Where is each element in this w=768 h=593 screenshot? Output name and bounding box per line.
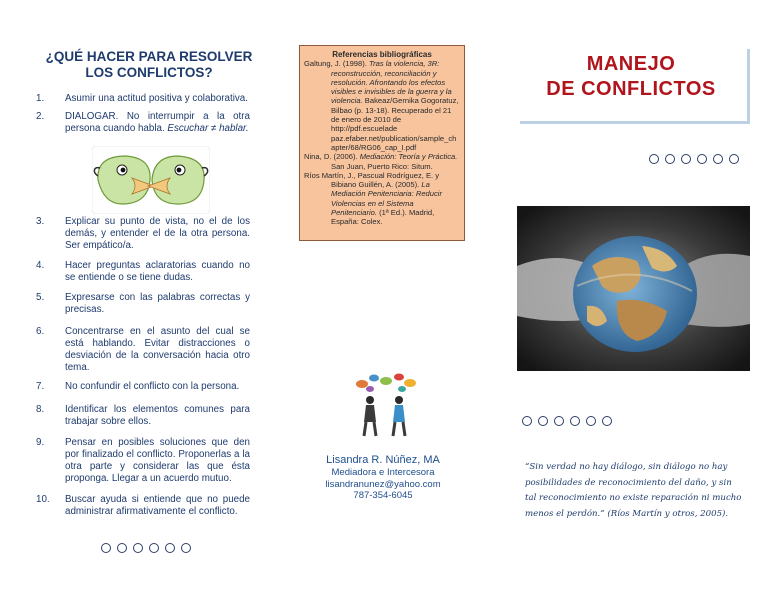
people-talking-illustration	[344, 372, 424, 438]
reference-title: Mediación: Teoría y Práctica.	[359, 152, 458, 162]
step-2	[36, 111, 250, 135]
reference-entry	[304, 59, 460, 152]
step-3	[36, 216, 250, 252]
step-1	[36, 93, 250, 105]
title-frame-border-right	[747, 49, 750, 124]
reference-title: La Mediación Penitenciaria: Reducir Violencias en el Sistema Penitenciario.	[331, 180, 443, 218]
step-number: 5.	[36, 292, 45, 303]
author-role: Mediadora e Intercesora	[331, 467, 435, 478]
author-phone: 787-354-6045	[353, 490, 413, 501]
dialogue-illustration	[92, 146, 210, 214]
reference-entry	[304, 152, 460, 171]
circle-icon	[586, 416, 596, 426]
title-line-1: MANEJO	[586, 53, 676, 75]
hands-globe-photo	[517, 206, 750, 371]
step-number: 1.	[36, 93, 45, 104]
circle-icon	[665, 154, 675, 164]
step-4	[36, 260, 250, 284]
step-number: 4.	[36, 260, 45, 271]
circle-icon	[149, 543, 159, 553]
step-text-main: DIALOGAR. No interrumpir a la otra persona cuando habla.	[65, 111, 250, 134]
step-text: Asumir una actitud positiva y colaborativa.	[65, 93, 248, 104]
circle-icon	[165, 543, 175, 553]
quote: “Sin verdad no hay diálogo, sin diálogo no hay posibilidades de reconocimiento del daño, y sin tal reconocimiento no existe reparación ni mucho menos el perdón.” (Ríos Martín y otros, 2005).	[525, 462, 742, 519]
circle-icon	[681, 154, 691, 164]
reference-title: Tras la violencia, 3R: reconstrucción, reconciliación y resolución. Afrontando los efectos visibles e invisibles de la guerra y la violencia.	[331, 59, 452, 106]
step-9	[36, 437, 250, 485]
step-text: Concentrarse en el asunto del cual se está hablando. Evitar distracciones o desviación de la conversación hacia otro tema.	[65, 326, 250, 373]
step-5	[36, 292, 250, 316]
step-text: Pensar en posibles soluciones que den por finalizado el conflicto. Proponerlas a la otra parte y considerar las que ésta proponga. Llegar a un acuerdo mutuo.	[65, 437, 250, 484]
title-frame-border-bottom	[520, 121, 750, 124]
author-name: Lisandra R. Núñez, MA	[326, 454, 440, 466]
circle-icon	[522, 416, 532, 426]
step-7	[36, 381, 250, 393]
reference-details: Bakeaz/Gernika Gogoratuz, Bilbao (p. 13-18). Recuperado el 21 de enero de 2010 de http://pdf.escuelade paz.efaber.net/publication/sample_ch apter/68/RG06_cap_I.pdf	[331, 96, 459, 152]
brochure-title	[520, 52, 742, 102]
title-line-2: DE CONFLICTOS	[546, 78, 716, 100]
circle-icon	[117, 543, 127, 553]
circle-icon	[554, 416, 564, 426]
circle-icon	[697, 154, 707, 164]
author-block	[300, 454, 466, 502]
references-heading: Referencias bibliográficas	[332, 50, 432, 59]
step-number: 6.	[36, 326, 45, 337]
step-number: 2.	[36, 111, 45, 122]
step-10	[36, 494, 250, 518]
step-text: Expresarse con las palabras correctas y precisas.	[65, 292, 250, 315]
reference-authors: Galtung, J. (1998).	[304, 59, 370, 69]
step-8	[36, 404, 250, 428]
circle-icon	[729, 154, 739, 164]
step-text	[65, 111, 250, 135]
decorative-circles	[522, 416, 612, 426]
decorative-circles	[649, 154, 739, 164]
circle-icon	[602, 416, 612, 426]
reference-details: San Juan, Puerto Rico: Situm.	[331, 161, 433, 171]
step-number: 7.	[36, 381, 45, 392]
circle-icon	[570, 416, 580, 426]
decorative-circles	[101, 543, 191, 553]
references-box	[299, 45, 465, 241]
panel-title: ¿QUÉ HACER PARA RESOLVER LOS CONFLICTOS?	[45, 49, 253, 80]
step-text: Explicar su punto de vista, no el de los demás, y entender el de la otra persona. Ser empático/a.	[65, 216, 250, 251]
circle-icon	[133, 543, 143, 553]
circle-icon	[713, 154, 723, 164]
circle-icon	[538, 416, 548, 426]
step-6	[36, 326, 250, 374]
step-text: No confundir el conflicto con la persona.	[65, 381, 240, 392]
step-text: Hacer preguntas aclaratorias cuando no se entiende o se tiene dudas.	[65, 260, 250, 283]
step-emphasis: Escuchar ≠ hablar.	[167, 123, 249, 134]
step-number: 3.	[36, 216, 45, 227]
circle-icon	[101, 543, 111, 553]
step-number: 8.	[36, 404, 45, 415]
reference-entry	[304, 171, 460, 227]
reference-authors: Ríos Martín, J., Pascual Rodríguez, E. y Bibiano Guillén, A. (2005).	[304, 170, 440, 190]
reference-details: (1ª Ed.). Madrid, España: Colex.	[331, 208, 435, 227]
author-email[interactable]: lisandranunez@yahoo.com	[325, 478, 441, 490]
step-text: Buscar ayuda si entiende que no puede administrar afirmativamente el conflicto.	[65, 494, 250, 517]
step-text: Identificar los elementos comunes para trabajar sobre ellos.	[65, 404, 250, 427]
reference-authors: Nina, D. (2006).	[304, 152, 360, 162]
circle-icon	[181, 543, 191, 553]
circle-icon	[649, 154, 659, 164]
step-number: 10.	[36, 494, 50, 505]
step-number: 9.	[36, 437, 45, 448]
